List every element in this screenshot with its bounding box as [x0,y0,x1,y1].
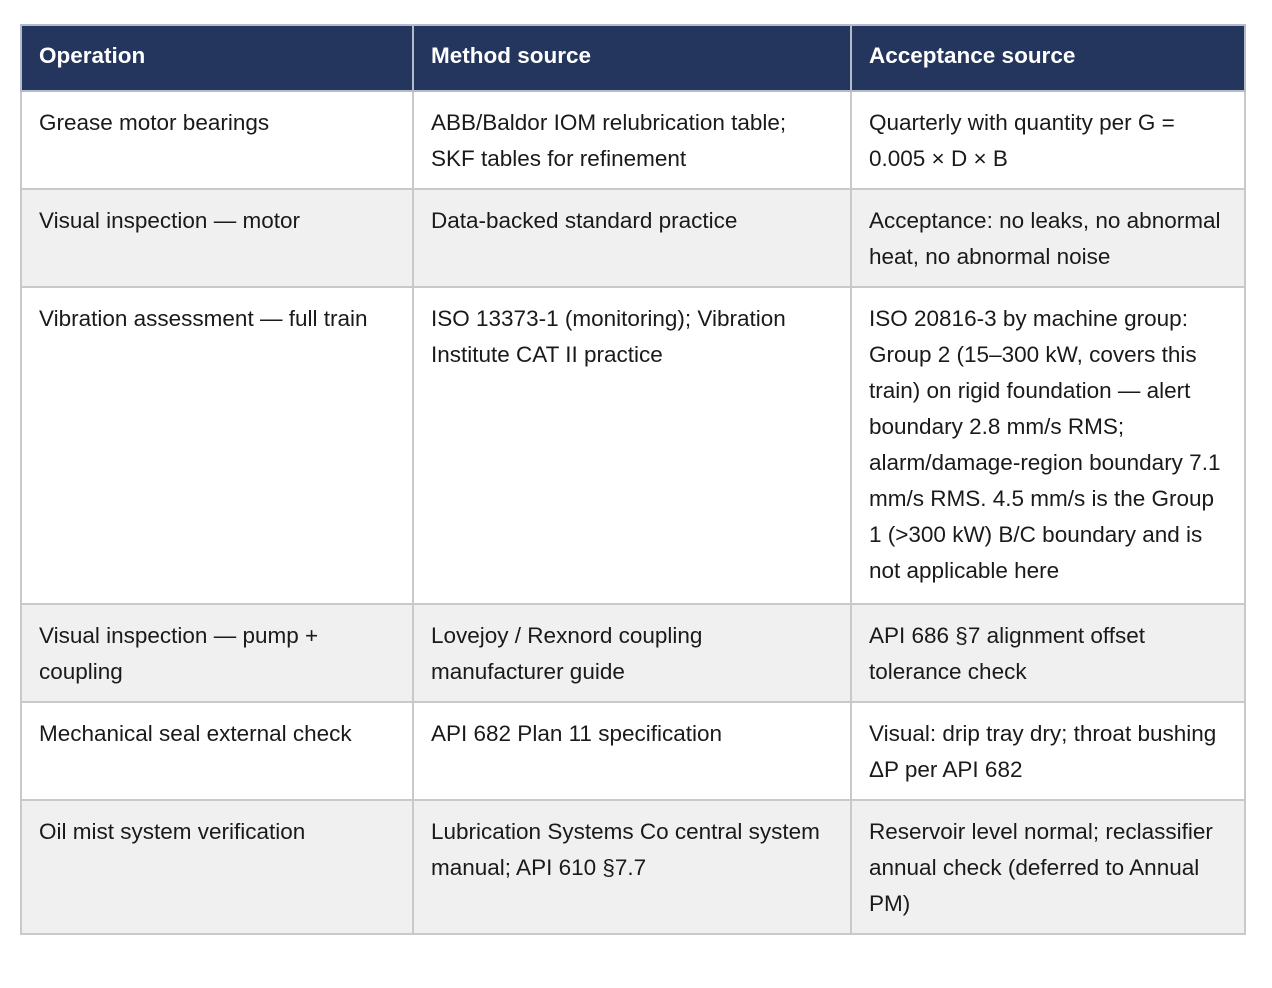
method-source-cell: ABB/Baldor IOM relubrication table; SKF tables for refinement [413,91,851,189]
operation-cell: Mechanical seal external check [21,702,413,800]
method-source-cell: API 682 Plan 11 specification [413,702,851,800]
method-source-cell: Lubrication Systems Co central system manual; API 610 §7.7 [413,800,851,934]
acceptance-source-cell: Reservoir level normal; reclassifier annual check (deferred to Annual PM) [851,800,1245,934]
table-row [21,91,1245,189]
acceptance-source-cell: Visual: drip tray dry; throat bushing ΔP per API 682 [851,702,1245,800]
table-row [21,702,1245,800]
header-row [21,25,1245,91]
column-header-operation: Operation [21,25,413,91]
table-row [21,189,1245,287]
operation-cell: Visual inspection — pump + coupling [21,604,413,702]
acceptance-source-cell: API 686 §7 alignment offset tolerance check [851,604,1245,702]
acceptance-source-cell: ISO 20816-3 by machine group: Group 2 (15–300 kW, covers this train) on rigid foundation — alert boundary 2.8 mm/s RMS; alarm/damage-region boundary 7.1 mm/s RMS. 4.5 mm/s is the Group 1 (>300 kW) B/C boundary and is not applicable here [851,287,1245,604]
table-row [21,604,1245,702]
method-source-cell: Data-backed standard practice [413,189,851,287]
operation-cell: Vibration assessment — full train [21,287,413,604]
acceptance-source-cell: Quarterly with quantity per G = 0.005 × D × B [851,91,1245,189]
method-source-cell: Lovejoy / Rexnord coupling manufacturer guide [413,604,851,702]
operation-cell: Visual inspection — motor [21,189,413,287]
column-header-method-source: Method source [413,25,851,91]
table-header [21,25,1245,91]
table-row [21,287,1245,604]
table-row [21,800,1245,934]
table-body [21,91,1245,934]
operation-cell: Oil mist system verification [21,800,413,934]
acceptance-source-cell: Acceptance: no leaks, no abnormal heat, no abnormal noise [851,189,1245,287]
operation-cell: Grease motor bearings [21,91,413,189]
maintenance-table [20,24,1246,935]
column-header-acceptance-source: Acceptance source [851,25,1245,91]
method-source-cell: ISO 13373-1 (monitoring); Vibration Institute CAT II practice [413,287,851,604]
